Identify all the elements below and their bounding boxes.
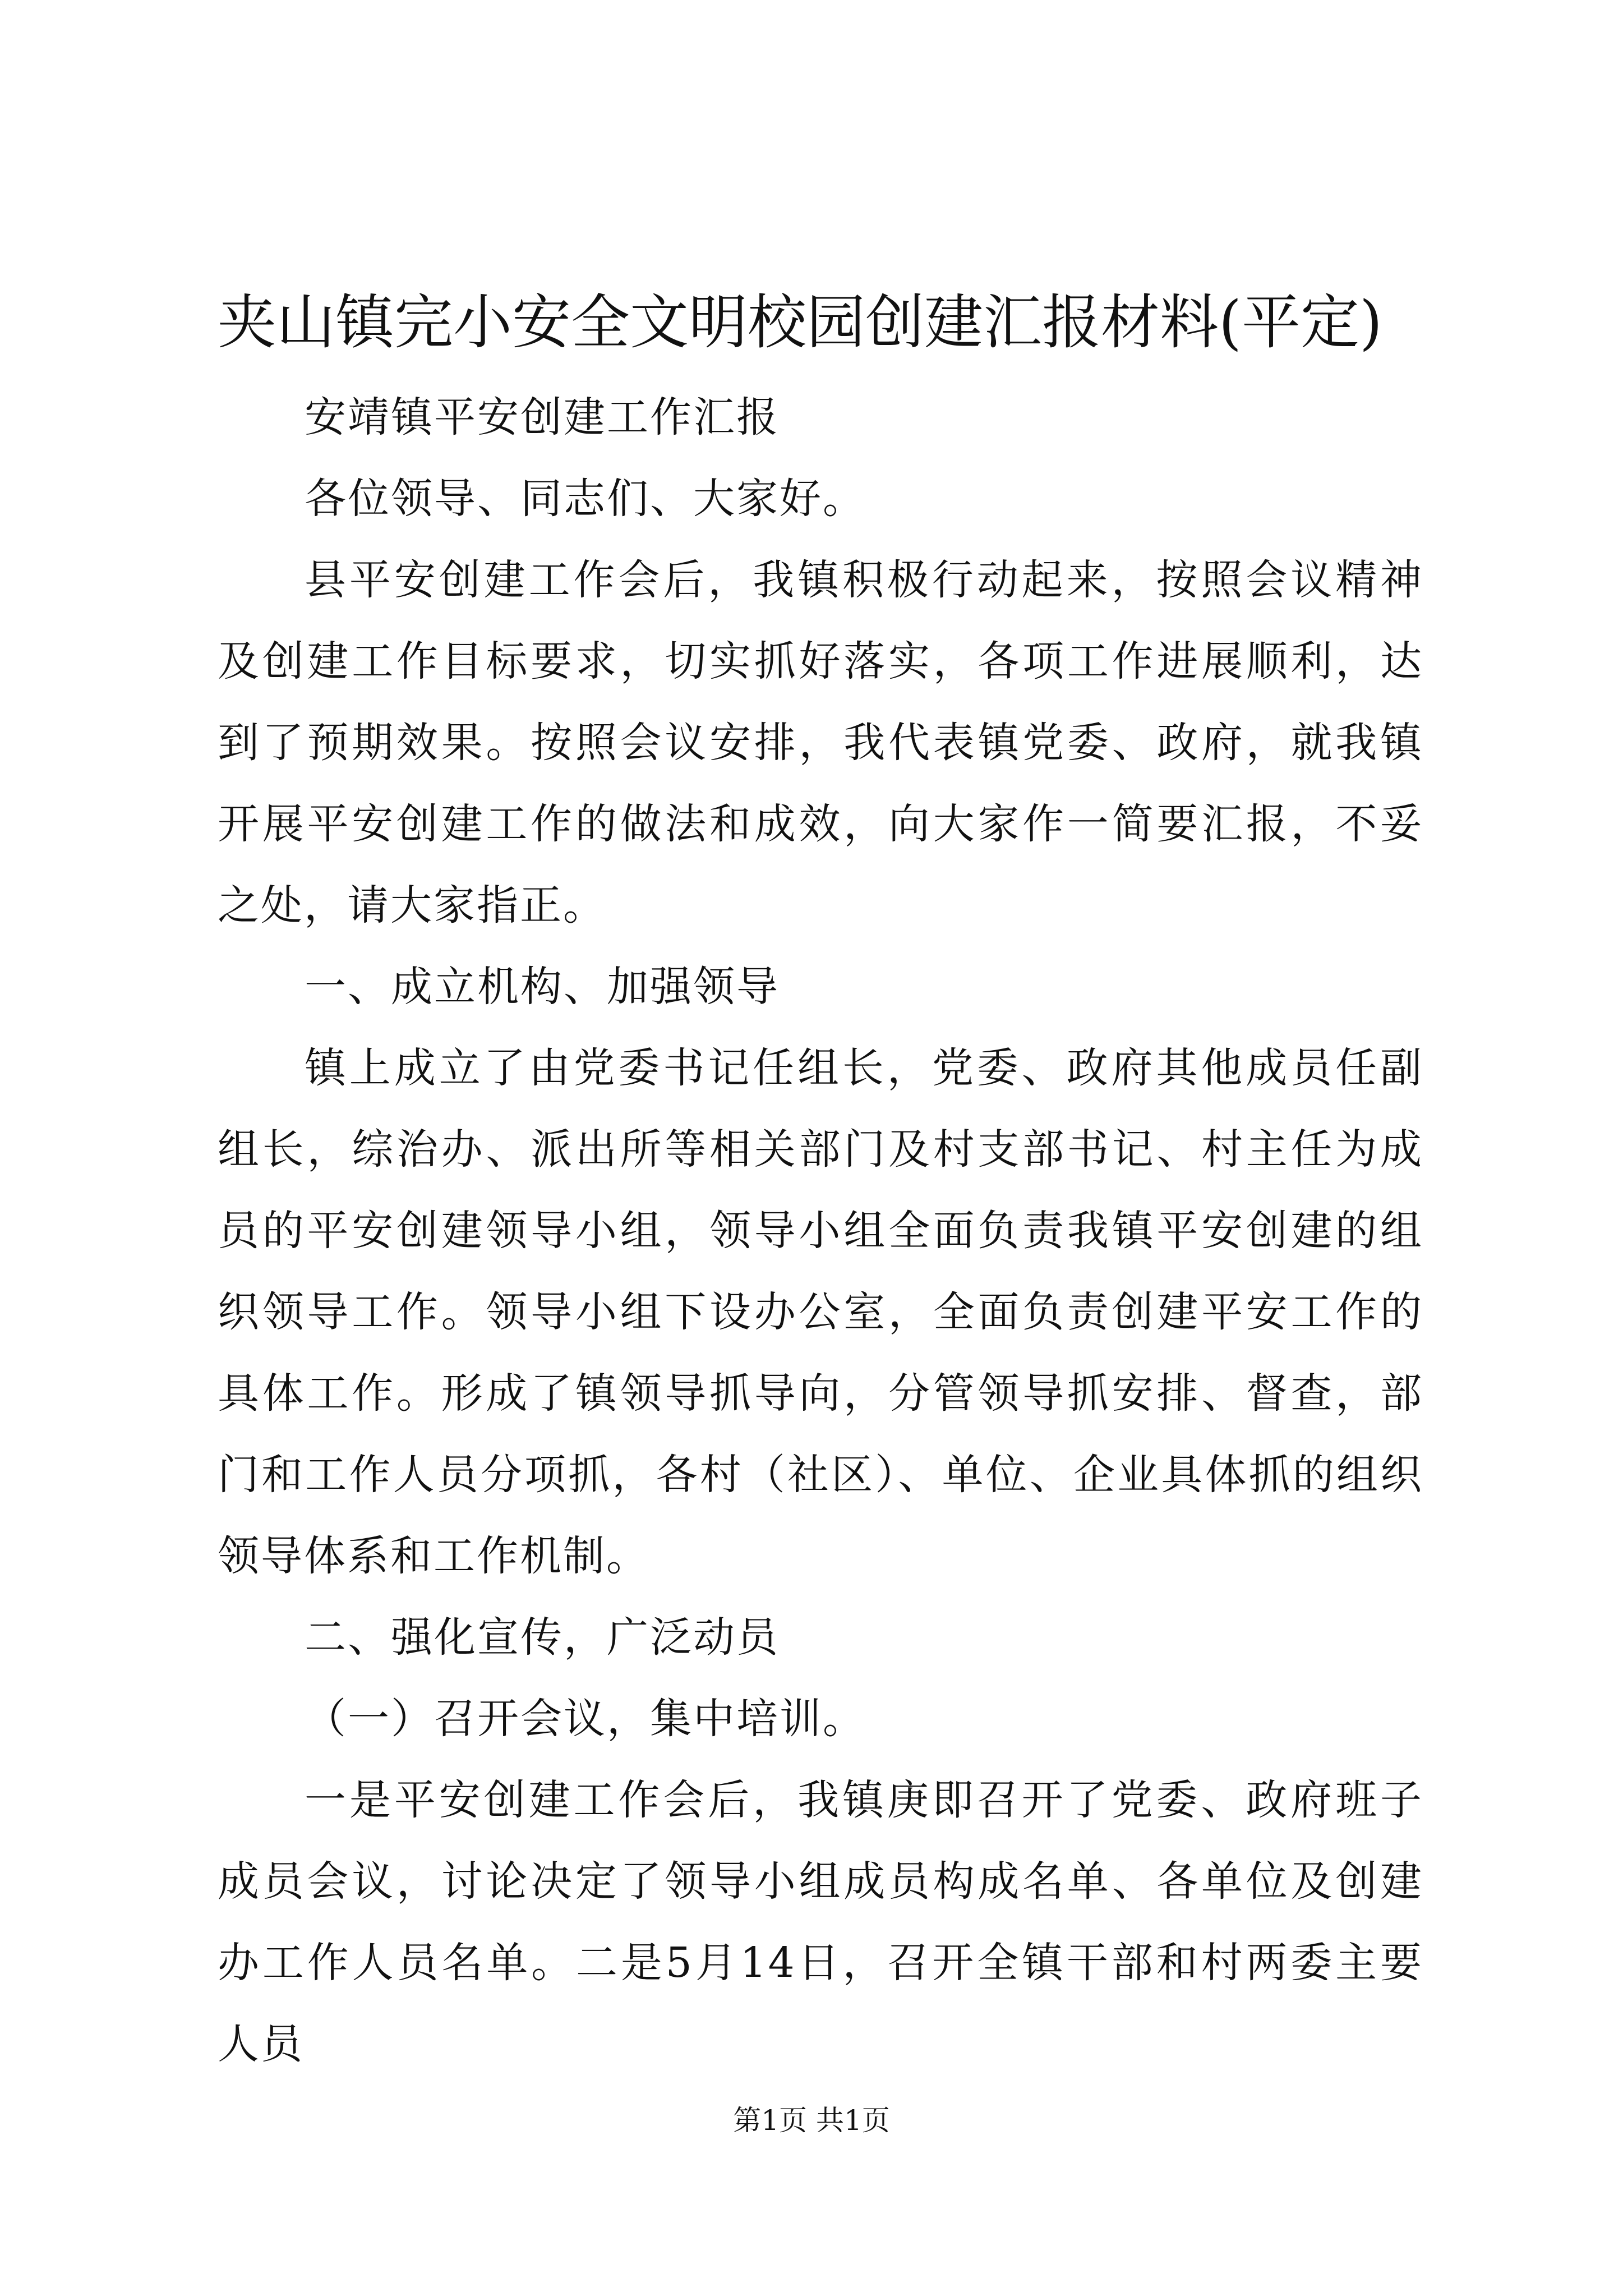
document-body (218, 377, 1423, 2085)
section-heading-2: 二、强化宣传，广泛动员 (305, 1613, 780, 1662)
page-footer: 第1页 共1页 (733, 2104, 890, 2137)
paragraph-subtitle: 安靖镇平安创建工作汇报 (305, 393, 780, 441)
subsection-heading-1: （一）召开会议，集中培训。 (305, 1695, 866, 1743)
paragraph-subsection-1: 一是平安创建工作会后，我镇庚即召开了党委、政府班子成员会议，讨论决定了领导小组成员构成名单、各单位及创建办工作人员名单。二是5月14日，召开全镇干部和村两委主要人员 (218, 1776, 1423, 2068)
document-title: 夹山镇完小安全文明校园创建汇报材料(平定) (218, 288, 1382, 357)
section-heading-1: 一、成立机构、加强领导 (305, 963, 780, 1011)
paragraph-intro: 县平安创建工作会后，我镇积极行动起来，按照会议精神及创建工作目标要求，切实抓好落实，各项工作进展顺利，达到了预期效果。按照会议安排，我代表镇党委、政府，就我镇开展平安创建工作的做法和成效，向大家作一简要汇报，不妥之处，请大家指正。 (218, 556, 1423, 930)
paragraph-section-1: 镇上成立了由党委书记任组长，党委、政府其他成员任副组长，综治办、派出所等相关部门及村支部书记、村主任为成员的平安创建领导小组，领导小组全面负责我镇平安创建的组织领导工作。领导小组下设办公室，全面负责创建平安工作的具体工作。形成了镇领导抓导向，分管领导抓安排、督查，部门和工作人员分项抓，各村（社区）、单位、企业具体抓的组织领导体系和工作机制。 (218, 1044, 1423, 1580)
paragraph-greeting: 各位领导、同志们、大家好。 (305, 475, 866, 523)
